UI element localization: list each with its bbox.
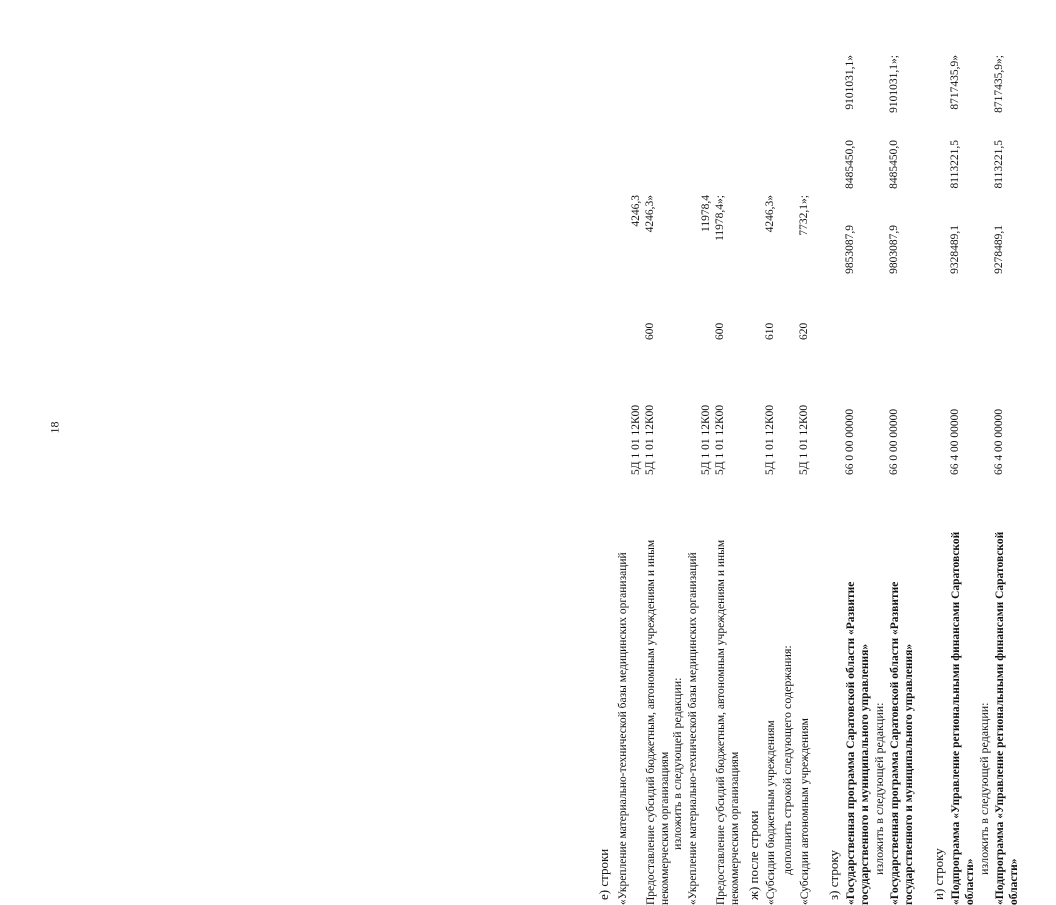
row-text: «Субсидии бюджетным учреждениям	[765, 720, 777, 905]
row-amount-3: 9101031,1»;	[888, 55, 900, 113]
row-text: «Государственная программа Саратовской области «Развитие государственного и муниципального управления»	[845, 581, 871, 905]
section-heading: е) строки	[596, 848, 611, 900]
row-amount-1: 9278489,1	[993, 225, 1005, 274]
row-amount-2: 8485450,0	[844, 140, 856, 189]
row-amount: 7732,1»;	[798, 195, 810, 236]
row-text: «Субсидии автономным учреждениям	[799, 718, 811, 905]
row-amount-3: 8717435,9»	[949, 55, 961, 110]
section-instruction: изложить в следующей редакции:	[872, 702, 886, 875]
row-code: 5Д 1 01 12К00	[630, 404, 642, 475]
row-text: «Укрепление материально-технической базы медицинских организаций	[687, 552, 699, 905]
row-text: «Подпрограмма «Управление региональными финансами Саратовской области»	[994, 531, 1020, 905]
row-code: 5Д 1 01 12К00	[644, 404, 656, 475]
row-text: «Подпрограмма «Управление региональными финансами Саратовской области»	[950, 531, 976, 905]
section-instruction: изложить в следующей редакции:	[977, 702, 991, 875]
row-vr: 610	[764, 322, 776, 340]
row-amount-1: 9853087,9	[844, 225, 856, 274]
row-code: 66 0 00 00000	[844, 408, 856, 475]
row-code: 5Д 1 01 12К00	[764, 404, 776, 475]
section-heading: з) строку	[826, 850, 841, 900]
row-text: Предоставление субсидий бюджетным, автономным учреждениям и иным некоммерческим организациям	[715, 539, 741, 905]
row-vr: 620	[798, 322, 810, 340]
row-amount: 4246,3»	[764, 195, 776, 233]
row-amount: 11978,4	[700, 195, 712, 232]
row-amount-1: 9803087,9	[888, 225, 900, 274]
row-amount-1: 9328489,1	[949, 225, 961, 274]
row-amount: 4246,3	[630, 195, 642, 227]
section-instruction: дополнить строкой следующего содержания:	[780, 645, 794, 875]
row-code: 5Д 1 01 12К00	[700, 404, 712, 475]
row-code: 5Д 1 01 12К00	[714, 404, 726, 475]
row-amount-3: 8717435,9»;	[993, 55, 1005, 113]
row-vr: 600	[644, 322, 656, 340]
row-amount: 4246,3»	[644, 195, 656, 233]
row-amount: 11978,4»;	[714, 195, 726, 241]
row-amount-2: 8113221,5	[949, 140, 961, 189]
row-amount-2: 8485450,0	[888, 140, 900, 189]
section-heading: и) строку	[931, 848, 946, 900]
row-amount-3: 9101031,1»	[844, 55, 856, 110]
row-code: 5Д 1 01 12К00	[798, 404, 810, 475]
row-vr: 600	[714, 322, 726, 340]
section-instruction: изложить в следующей редакции:	[670, 677, 684, 850]
section-heading: ж) после строки	[746, 810, 761, 900]
row-text: «Государственная программа Саратовской области «Развитие государственного и муниципального управления»	[889, 581, 915, 905]
row-code: 66 4 00 00000	[949, 408, 961, 475]
row-text: Предоставление субсидий бюджетным, автономным учреждениям и иным некоммерческим организациям	[645, 539, 671, 905]
row-text: «Укрепление материально-технической базы медицинских организаций	[617, 552, 629, 905]
page-number: 18	[47, 421, 62, 434]
row-code: 66 4 00 00000	[993, 408, 1005, 475]
row-amount-2: 8113221,5	[993, 140, 1005, 189]
document-body	[576, 55, 1056, 905]
row-code: 66 0 00 00000	[888, 408, 900, 475]
